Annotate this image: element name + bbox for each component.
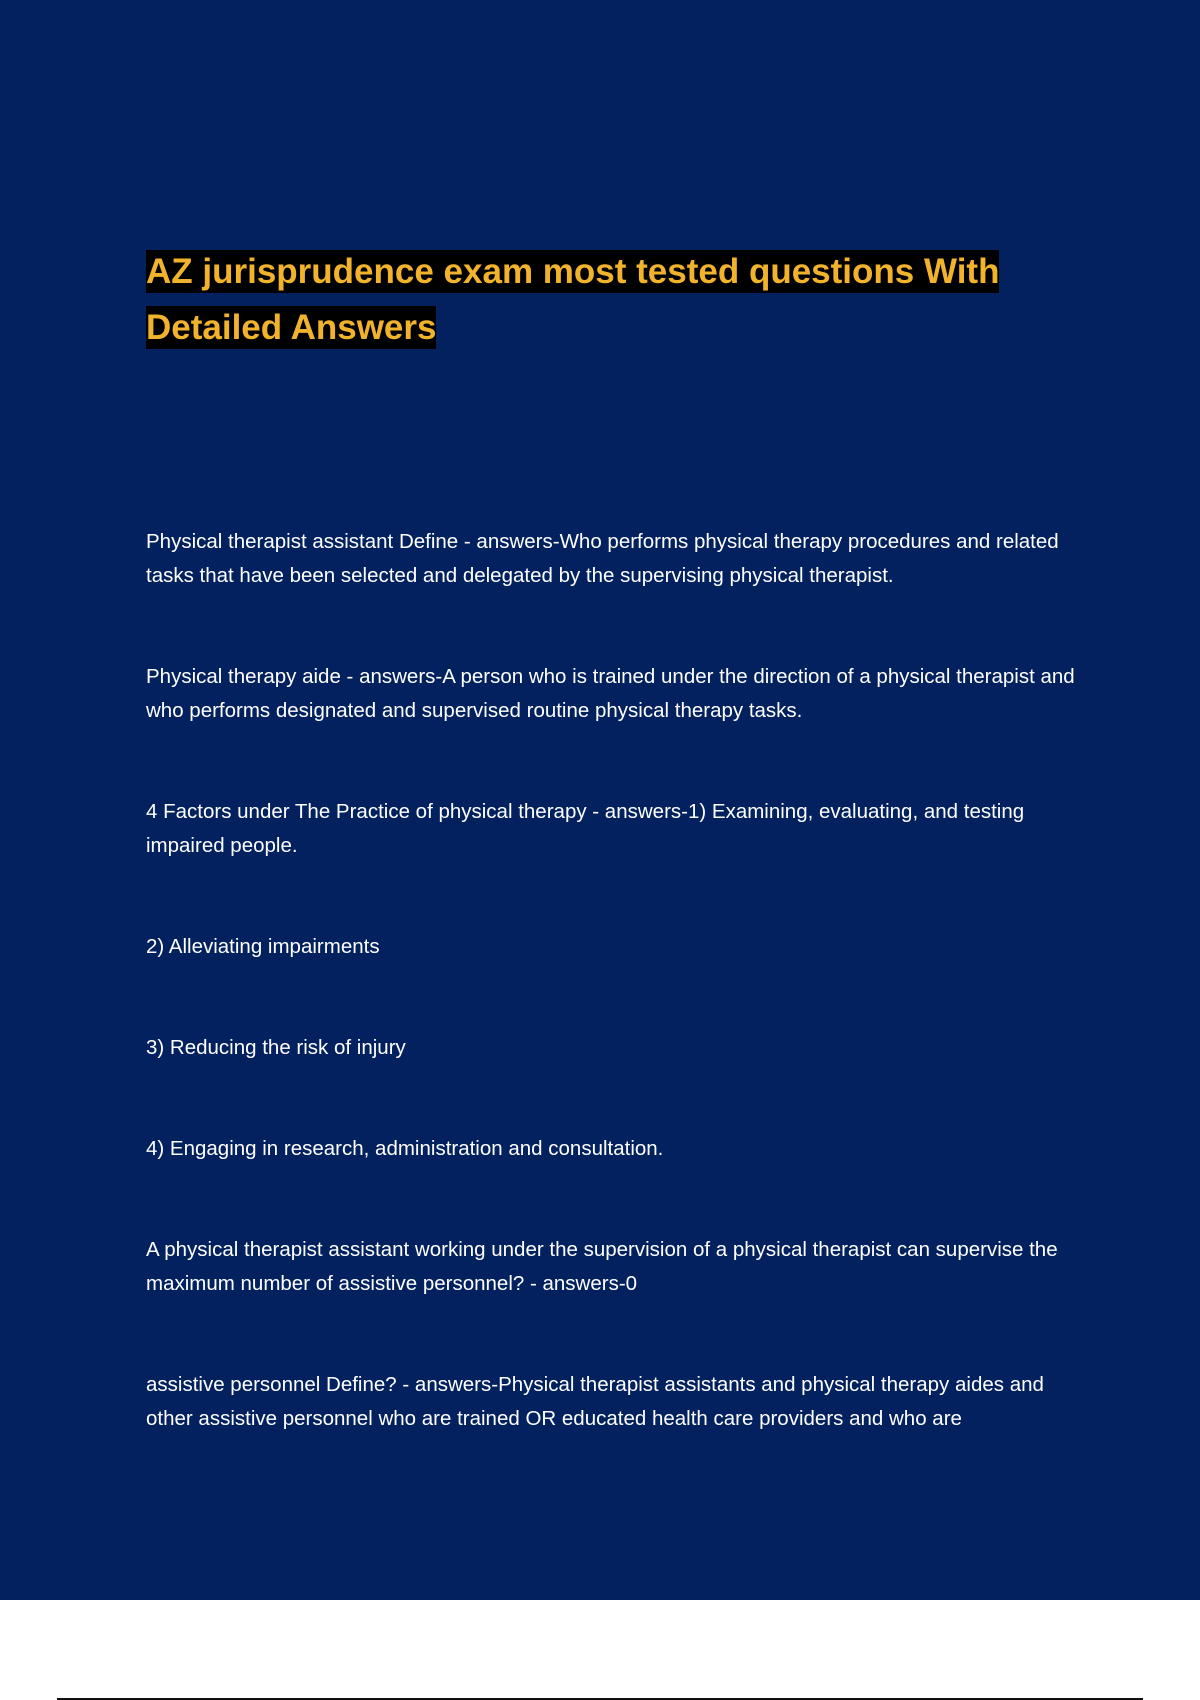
title-text: AZ jurisprudence exam most tested questions With Detailed Answers <box>146 252 1000 347</box>
qa-list <box>146 525 1086 1503</box>
qa-entry-pta-definition: Physical therapist assistant Define - answers-Who performs physical therapy procedures and related tasks that have been selected and delegated by the supervising physical therapist. <box>146 530 1059 587</box>
qa-entry-factor-3: 3) Reducing the risk of injury <box>146 1036 406 1059</box>
qa-entry-supervision-limit: A physical therapist assistant working under the supervision of a physical therapist can supervise the maximum number of assistive personnel? - answers-0 <box>146 1238 1058 1295</box>
qa-entry-aide-definition: Physical therapy aide - answers-A person who is trained under the direction of a physical therapist and who performs designated and supervised routine physical therapy tasks. <box>146 665 1075 722</box>
document-title <box>146 244 1046 356</box>
qa-entry-practice-factors: 4 Factors under The Practice of physical therapy - answers-1) Examining, evaluating, and testing impaired people. <box>146 800 1025 857</box>
qa-entry-factor-4: 4) Engaging in research, administration and consultation. <box>146 1137 664 1160</box>
qa-entry-factor-2: 2) Alleviating impairments <box>146 935 380 958</box>
qa-entry-assistive-personnel: assistive personnel Define? - answers-Physical therapist assistants and physical therapy aides and other assistive personnel who are trained OR educated health care providers and who are <box>146 1373 1044 1430</box>
